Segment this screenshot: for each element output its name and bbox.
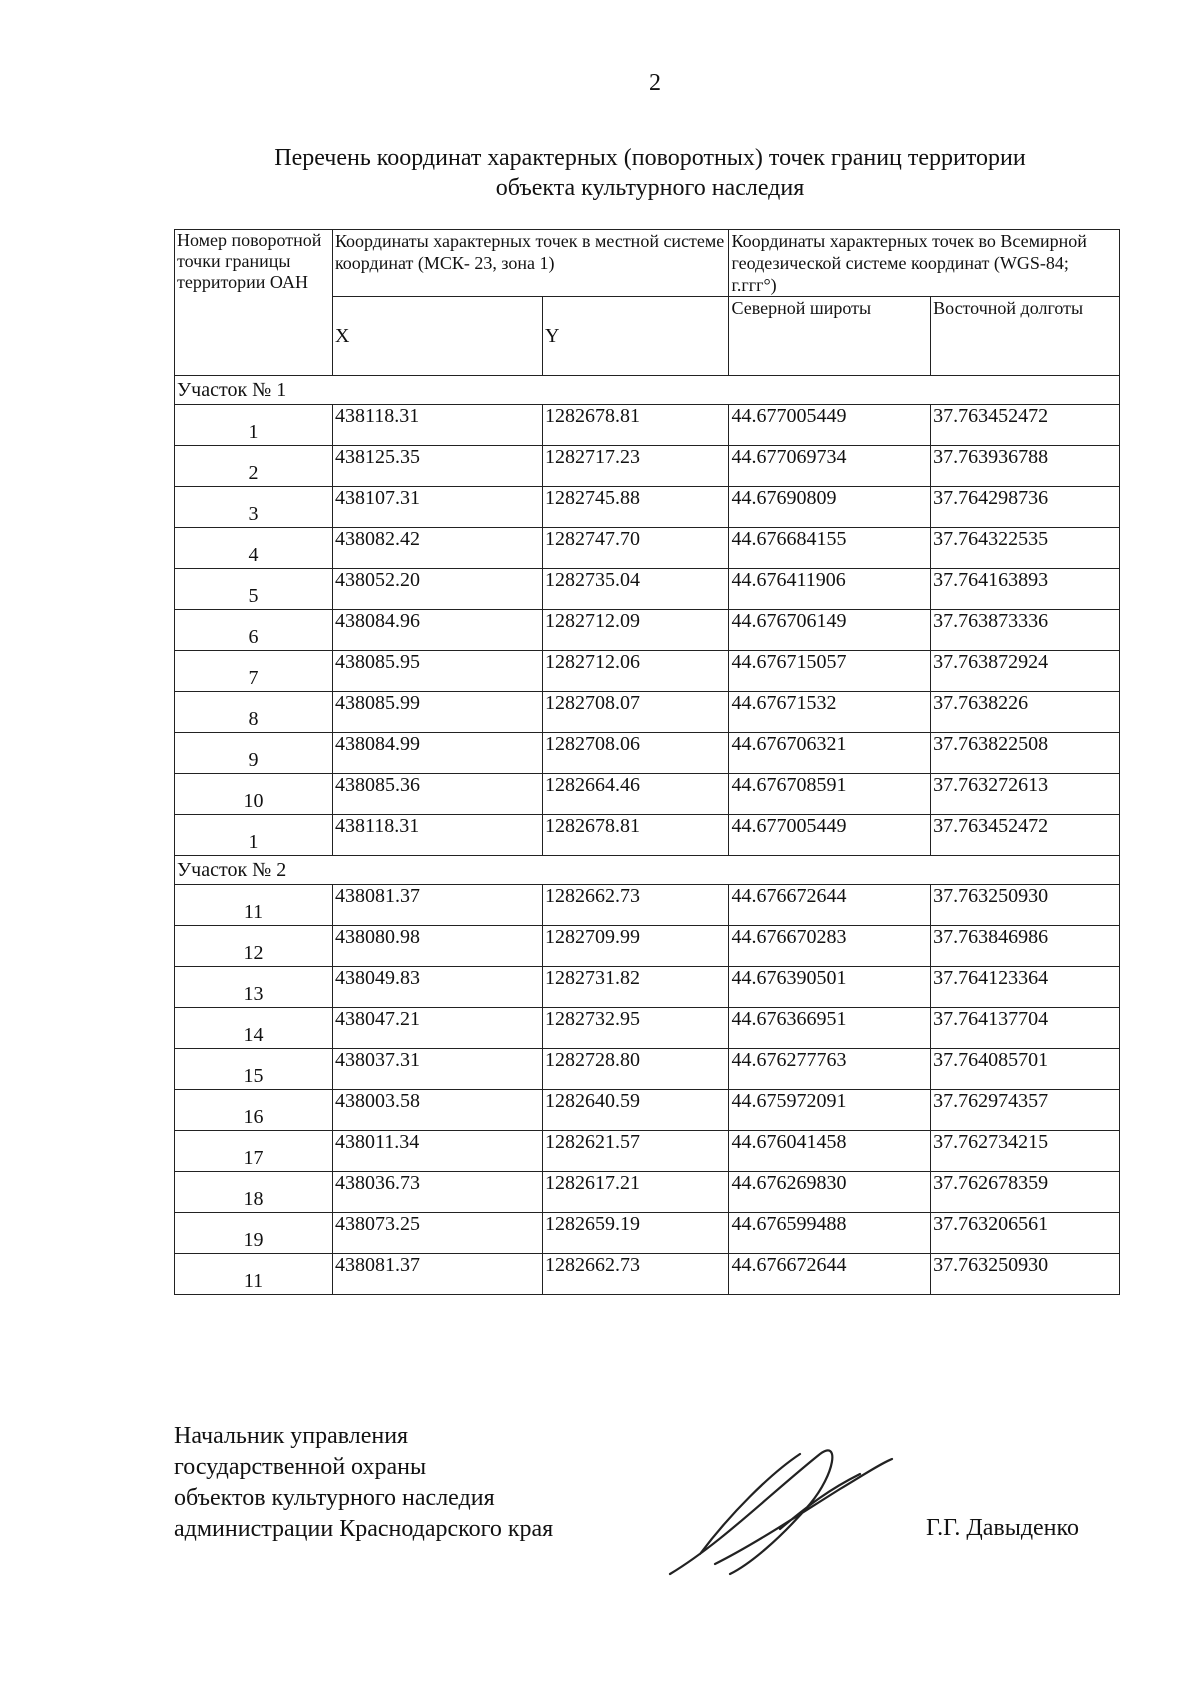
latitude-cell: 44.675972091 [729,1090,931,1131]
longitude-cell: 37.764123364 [931,967,1120,1008]
y-cell: 1282712.06 [542,651,729,692]
x-cell: 438037.31 [332,1049,542,1090]
y-cell: 1282662.73 [542,885,729,926]
point-number-cell: 17 [175,1131,333,1172]
header-point-number: Номер поворотной точки границы территории ОАН [175,230,333,376]
x-cell: 438084.99 [332,733,542,774]
longitude-cell: 37.764163893 [931,569,1120,610]
point-number-cell: 3 [175,487,333,528]
y-cell: 1282709.99 [542,926,729,967]
longitude-cell: 37.763452472 [931,815,1120,856]
point-number-cell: 1 [175,405,333,446]
latitude-cell: 44.676684155 [729,528,931,569]
point-number-cell: 9 [175,733,333,774]
x-cell: 438085.95 [332,651,542,692]
y-cell: 1282745.88 [542,487,729,528]
header-east-longitude: Восточной долготы [931,297,1120,376]
x-cell: 438011.34 [332,1131,542,1172]
x-cell: 438125.35 [332,446,542,487]
y-cell: 1282659.19 [542,1213,729,1254]
longitude-cell: 37.764137704 [931,1008,1120,1049]
header-y: Y [542,297,729,376]
table-row [175,569,1120,610]
signatory-position [174,1421,553,1545]
y-cell: 1282717.23 [542,446,729,487]
latitude-cell: 44.676715057 [729,651,931,692]
point-number-cell: 11 [175,885,333,926]
table-row [175,1090,1120,1131]
point-number-cell: 18 [175,1172,333,1213]
section-title: Участок № 2 [175,856,1120,885]
longitude-cell: 37.762678359 [931,1172,1120,1213]
latitude-cell: 44.676706321 [729,733,931,774]
latitude-cell: 44.676366951 [729,1008,931,1049]
header-wgs-system: Координаты характерных точек во Всемирной геодезической системе координат (WGS-84; г.ггг°) [729,230,1120,297]
latitude-cell: 44.677005449 [729,405,931,446]
latitude-cell: 44.676708591 [729,774,931,815]
longitude-cell: 37.7638226 [931,692,1120,733]
table-row [175,926,1120,967]
point-number-cell: 7 [175,651,333,692]
y-cell: 1282735.04 [542,569,729,610]
y-cell: 1282731.82 [542,967,729,1008]
position-line-3: объектов культурного наследия [174,1485,495,1511]
longitude-cell: 37.763272613 [931,774,1120,815]
point-number-cell: 11 [175,1254,333,1295]
longitude-cell: 37.763872924 [931,651,1120,692]
latitude-cell: 44.676269830 [729,1172,931,1213]
document-title-line-2: объекта культурного наследия [495,175,805,201]
table-row [175,487,1120,528]
x-cell: 438081.37 [332,1254,542,1295]
x-cell: 438085.99 [332,692,542,733]
table-row [175,885,1120,926]
y-cell: 1282747.70 [542,528,729,569]
point-number-cell: 6 [175,610,333,651]
longitude-cell: 37.764322535 [931,528,1120,569]
table-body [175,376,1120,1295]
latitude-cell: 44.676672644 [729,1254,931,1295]
latitude-cell: 44.676670283 [729,926,931,967]
table-row [175,1008,1120,1049]
x-cell: 438003.58 [332,1090,542,1131]
y-cell: 1282640.59 [542,1090,729,1131]
y-cell: 1282708.06 [542,733,729,774]
y-cell: 1282732.95 [542,1008,729,1049]
coordinates-table [174,229,1120,1295]
longitude-cell: 37.764085701 [931,1049,1120,1090]
point-number-cell: 12 [175,926,333,967]
document-title-line-1: Перечень координат характерных (поворотных) точек границ территории [274,145,1026,171]
latitude-cell: 44.677069734 [729,446,931,487]
header-local-system: Координаты характерных точек в местной системе координат (МСК- 23, зона 1) [332,230,729,297]
latitude-cell: 44.67671532 [729,692,931,733]
y-cell: 1282678.81 [542,815,729,856]
latitude-cell: 44.676672644 [729,885,931,926]
longitude-cell: 37.763250930 [931,885,1120,926]
y-cell: 1282712.09 [542,610,729,651]
table-row [175,967,1120,1008]
x-cell: 438118.31 [332,405,542,446]
longitude-cell: 37.763452472 [931,405,1120,446]
table-row [175,692,1120,733]
table-row [175,651,1120,692]
point-number-cell: 2 [175,446,333,487]
latitude-cell: 44.676411906 [729,569,931,610]
x-cell: 438081.37 [332,885,542,926]
table-row [175,1049,1120,1090]
x-cell: 438118.31 [332,815,542,856]
point-number-cell: 19 [175,1213,333,1254]
longitude-cell: 37.764298736 [931,487,1120,528]
document-title [160,143,1140,203]
y-cell: 1282621.57 [542,1131,729,1172]
section-title: Участок № 1 [175,376,1120,405]
y-cell: 1282664.46 [542,774,729,815]
table-row [175,1131,1120,1172]
table-row [175,446,1120,487]
latitude-cell: 44.676277763 [729,1049,931,1090]
x-cell: 438073.25 [332,1213,542,1254]
longitude-cell: 37.763846986 [931,926,1120,967]
header-north-latitude: Северной широты [729,297,931,376]
table-row [175,405,1120,446]
table-row [175,1172,1120,1213]
point-number-cell: 1 [175,815,333,856]
section-row [175,856,1120,885]
longitude-cell: 37.763873336 [931,610,1120,651]
x-cell: 438082.42 [332,528,542,569]
x-cell: 438084.96 [332,610,542,651]
x-cell: 438085.36 [332,774,542,815]
longitude-cell: 37.762974357 [931,1090,1120,1131]
table-row [175,1254,1120,1295]
table-row [175,1213,1120,1254]
y-cell: 1282662.73 [542,1254,729,1295]
section-row [175,376,1120,405]
longitude-cell: 37.763936788 [931,446,1120,487]
longitude-cell: 37.763250930 [931,1254,1120,1295]
y-cell: 1282728.80 [542,1049,729,1090]
table-row [175,815,1120,856]
y-cell: 1282617.21 [542,1172,729,1213]
table-row [175,610,1120,651]
longitude-cell: 37.763822508 [931,733,1120,774]
signer-name: Г.Г. Давыденко [926,1515,1079,1541]
x-cell: 438080.98 [332,926,542,967]
latitude-cell: 44.67690809 [729,487,931,528]
header-x: X [332,297,542,376]
point-number-cell: 13 [175,967,333,1008]
point-number-cell: 15 [175,1049,333,1090]
position-line-2: государственной охраны [174,1454,427,1480]
latitude-cell: 44.676706149 [729,610,931,651]
table-row [175,528,1120,569]
y-cell: 1282708.07 [542,692,729,733]
x-cell: 438107.31 [332,487,542,528]
longitude-cell: 37.762734215 [931,1131,1120,1172]
y-cell: 1282678.81 [542,405,729,446]
x-cell: 438036.73 [332,1172,542,1213]
point-number-cell: 10 [175,774,333,815]
x-cell: 438052.20 [332,569,542,610]
point-number-cell: 16 [175,1090,333,1131]
point-number-cell: 14 [175,1008,333,1049]
latitude-cell: 44.676599488 [729,1213,931,1254]
page-number: 2 [649,70,661,96]
x-cell: 438049.83 [332,967,542,1008]
point-number-cell: 8 [175,692,333,733]
point-number-cell: 4 [175,528,333,569]
x-cell: 438047.21 [332,1008,542,1049]
latitude-cell: 44.676041458 [729,1131,931,1172]
table-row [175,733,1120,774]
position-line-1: Начальник управления [174,1423,409,1449]
handwritten-signature [660,1434,900,1584]
latitude-cell: 44.676390501 [729,967,931,1008]
latitude-cell: 44.677005449 [729,815,931,856]
position-line-4: администрации Краснодарского края [174,1516,554,1542]
point-number-cell: 5 [175,569,333,610]
table-row [175,774,1120,815]
longitude-cell: 37.763206561 [931,1213,1120,1254]
